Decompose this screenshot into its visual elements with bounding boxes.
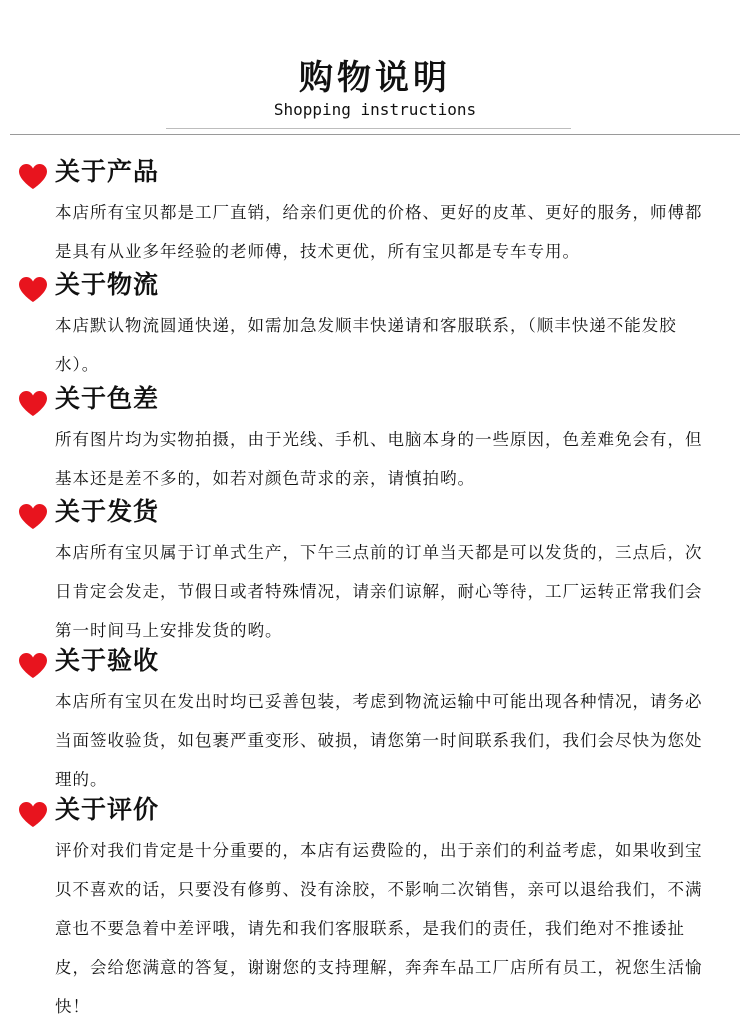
section-body: 所有图片均为实物拍摄，由于光线、手机、电脑本身的一些原因，色差难免会有，但基本还是差不多的，如若对颜色苛求的亲，请慎拍哟。 [55,430,703,488]
heart-icon [18,801,48,828]
section-header [0,380,750,420]
section-header [0,153,750,193]
section-review [0,791,750,1026]
heart-icon [18,276,48,303]
section-title: 关于产品 [55,157,160,186]
section-title: 关于色差 [55,384,160,413]
section-header [0,266,750,306]
heart-icon [18,390,48,417]
section-product [0,153,750,271]
page-subtitle: Shopping instructions [273,100,477,119]
section-inspection [0,642,750,799]
page-header [0,58,750,120]
section-body: 本店所有宝贝在发出时均已妥善包装，考虑到物流运输中可能出现各种情况，请务必当面签收验货，如包裹严重变形、破损，请您第一时间联系我们，我们会尽快为您处理的。 [55,692,703,789]
section-title: 关于物流 [55,270,160,299]
section-title: 关于发货 [55,497,160,526]
section-body: 本店所有宝贝属于订单式生产，下午三点前的订单当天都是可以发货的，三点后，次日肯定会发走，节假日或者特殊情况，请亲们谅解，耐心等待，工厂运转正常我们会第一时间马上安排发货的哟。 [55,543,703,640]
section-logistics [0,266,750,384]
section-shipping [0,493,750,650]
header-divider [10,134,740,135]
section-header [0,493,750,533]
title-underline [166,128,571,129]
section-body: 本店所有宝贝都是工厂直销，给亲们更优的价格、更好的皮革、更好的服务，师傅都是具有从业多年经验的老师傅，技术更优，所有宝贝都是专车专用。 [55,203,703,261]
section-color-difference [0,380,750,498]
section-body: 本店默认物流圆通快递，如需加急发顺丰快递请和客服联系，（顺丰快递不能发胶水）。 [55,316,677,374]
section-title: 关于验收 [55,646,160,675]
section-header [0,642,750,682]
heart-icon [18,652,48,679]
heart-icon [18,163,48,190]
section-header [0,791,750,831]
section-title: 关于评价 [55,795,160,824]
section-body: 评价对我们肯定是十分重要的，本店有运费险的，出于亲们的利益考虑，如果收到宝贝不喜欢的话，只要没有修剪、没有涂胶，不影响二次销售，亲可以退给我们，不满意也不要急着中差评哦，请先和我们客服联系，是我们的责任，我们绝对不推诿扯皮，会给您满意的答复，谢谢您的支持理解，奔奔车品工厂店所有员工，祝您生活愉快！ [55,841,703,1016]
page-title: 购物说明 [299,58,451,98]
heart-icon [18,503,48,530]
